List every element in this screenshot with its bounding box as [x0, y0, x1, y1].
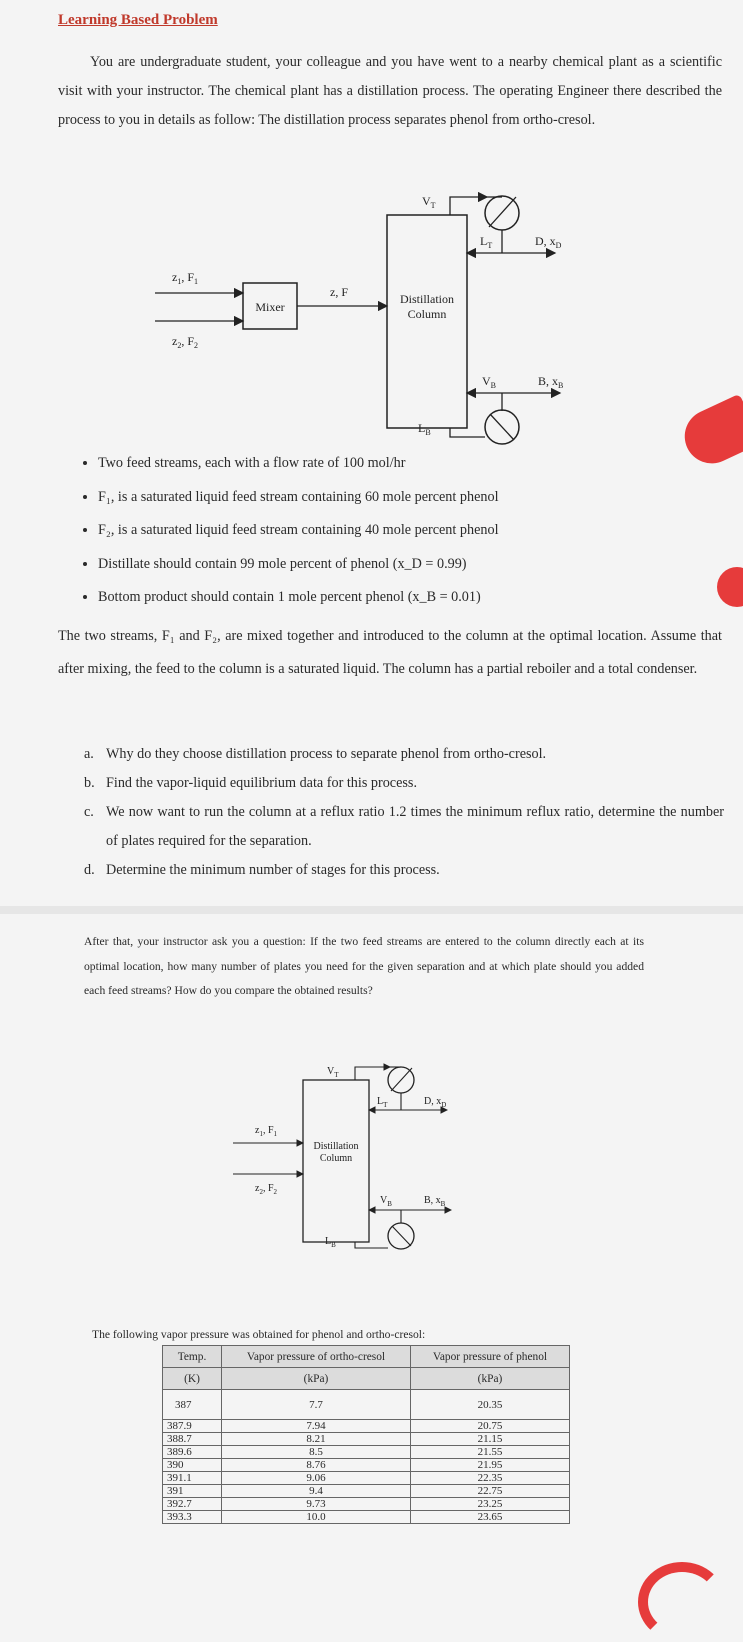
top-vapor-label: $V_T$: [327, 1066, 339, 1079]
process-diagram-mixer: [150, 185, 610, 450]
spec-bullet-list: [80, 447, 743, 615]
table-intro: The following vapor pressure was obtained for phenol and ortho-cresol:: [92, 1328, 426, 1341]
feed1-label: $z_1$, $F_1$: [255, 1125, 278, 1138]
table-row: 393.3 10.0 23.65: [163, 1511, 570, 1524]
spec-bullet: • Two feed streams, each with a flow rate of 100 mol/hr: [98, 447, 743, 481]
instructor-question-paragraph: After that, your instructor ask you a question: If the two feed streams are entered to the column directly each at its optimal location, how many number of plates you need for the given separation and at which plate should you added each feed streams? How do you compare the obtained results?: [84, 935, 644, 997]
question-item: c. We now want to run the column at a reflux ratio 1.2 times the minimum reflux ratio, determine the number of plates required for the separation.: [84, 804, 724, 849]
spec-bullet: • Bottom product should contain 1 mole percent phenol (x_B = 0.01): [98, 581, 743, 615]
table-row: 389.6 8.5 21.55: [163, 1446, 570, 1459]
table-unit: (K): [163, 1368, 222, 1390]
spec-bullet: • F₁, is a saturated liquid feed stream containing 60 mole percent phenol: [98, 481, 743, 515]
boilup-label: $V_B$: [380, 1195, 392, 1208]
distillation-column-box: [387, 215, 467, 428]
question-item: a. Why do they choose distillation process to separate phenol from ortho-cresol.: [84, 746, 547, 762]
column-label-line1: Distillation: [313, 1141, 359, 1152]
distillate-label: D, $x_D$: [424, 1096, 447, 1109]
question-item: d. Determine the minimum number of stages for this process.: [84, 862, 440, 878]
page-title: Learning Based Problem: [58, 12, 218, 28]
table-row: 391.1 9.06 22.35: [163, 1472, 570, 1485]
bottoms-label: B, $x_B$: [424, 1195, 446, 1208]
table-row: 392.7 9.73 23.25: [163, 1498, 570, 1511]
table-unit: (kPa): [222, 1368, 411, 1390]
spec-bullet: • Distillate should contain 99 mole percent of phenol (x_D = 0.99): [98, 548, 743, 582]
table-header: Temp.: [163, 1346, 222, 1368]
table-row: 387 7.7 20.35: [163, 1390, 570, 1420]
boilup-label: $V_B$: [482, 374, 497, 390]
mixing-paragraph: The two streams, F₁ and F₂, are mixed together and introduced to the column at the optimal location. Assume that after mixing, the feed to the column is a saturated liquid. The column has a partial reboiler and a total condenser.: [58, 628, 722, 677]
column-label-line2: Column: [407, 307, 447, 321]
bottom-liquid-label: $L_B$: [418, 421, 431, 437]
table-row: 390 8.76 21.95: [163, 1459, 570, 1472]
distillate-label: D, $x_D$: [535, 234, 562, 250]
red-annotation-mark: [638, 1562, 726, 1642]
column-label-line1: Distillation: [400, 292, 454, 306]
intro-paragraph: You are undergraduate student, your colleague and you have went to a nearby chemical plant as a scientific visit with your instructor. The chemical plant has a distillation process. The operating Engineer there described the process to you in details as follow: The distillation process separates phenol from ortho-cresol.: [58, 54, 722, 128]
table-header: Vapor pressure of phenol: [411, 1346, 570, 1368]
mixer-label: Mixer: [255, 300, 285, 314]
feed2-label: $z_2$, $F_2$: [172, 334, 199, 350]
feed2-label: $z_2$, $F_2$: [255, 1183, 278, 1196]
column-label-line2: Column: [319, 1153, 353, 1164]
table-header: Vapor pressure of ortho-cresol: [222, 1346, 411, 1368]
page-divider: [0, 906, 743, 914]
mixed-feed-label: z, F: [330, 285, 348, 299]
process-diagram-direct-feeds: [225, 1060, 465, 1260]
bottom-liquid-label: $L_B$: [325, 1236, 336, 1249]
feed1-label: $z_1$, $F_1$: [172, 270, 199, 286]
bottoms-label: B, $x_B$: [538, 374, 564, 390]
table-row: 391 9.4 22.75: [163, 1485, 570, 1498]
table-unit: (kPa): [411, 1368, 570, 1390]
table-row: 388.7 8.21 21.15: [163, 1433, 570, 1446]
question-item: b. Find the vapor-liquid equilibrium data for this process.: [84, 775, 417, 791]
question-list: [84, 740, 724, 885]
reflux-label: $L_T$: [377, 1096, 388, 1109]
table-row: 387.9 7.94 20.75: [163, 1420, 570, 1433]
reflux-label: $L_T$: [480, 234, 493, 250]
top-vapor-label: $V_T$: [422, 194, 436, 210]
vapor-pressure-table: [162, 1345, 570, 1524]
spec-bullet: • F₂, is a saturated liquid feed stream containing 40 mole percent phenol: [98, 514, 743, 548]
